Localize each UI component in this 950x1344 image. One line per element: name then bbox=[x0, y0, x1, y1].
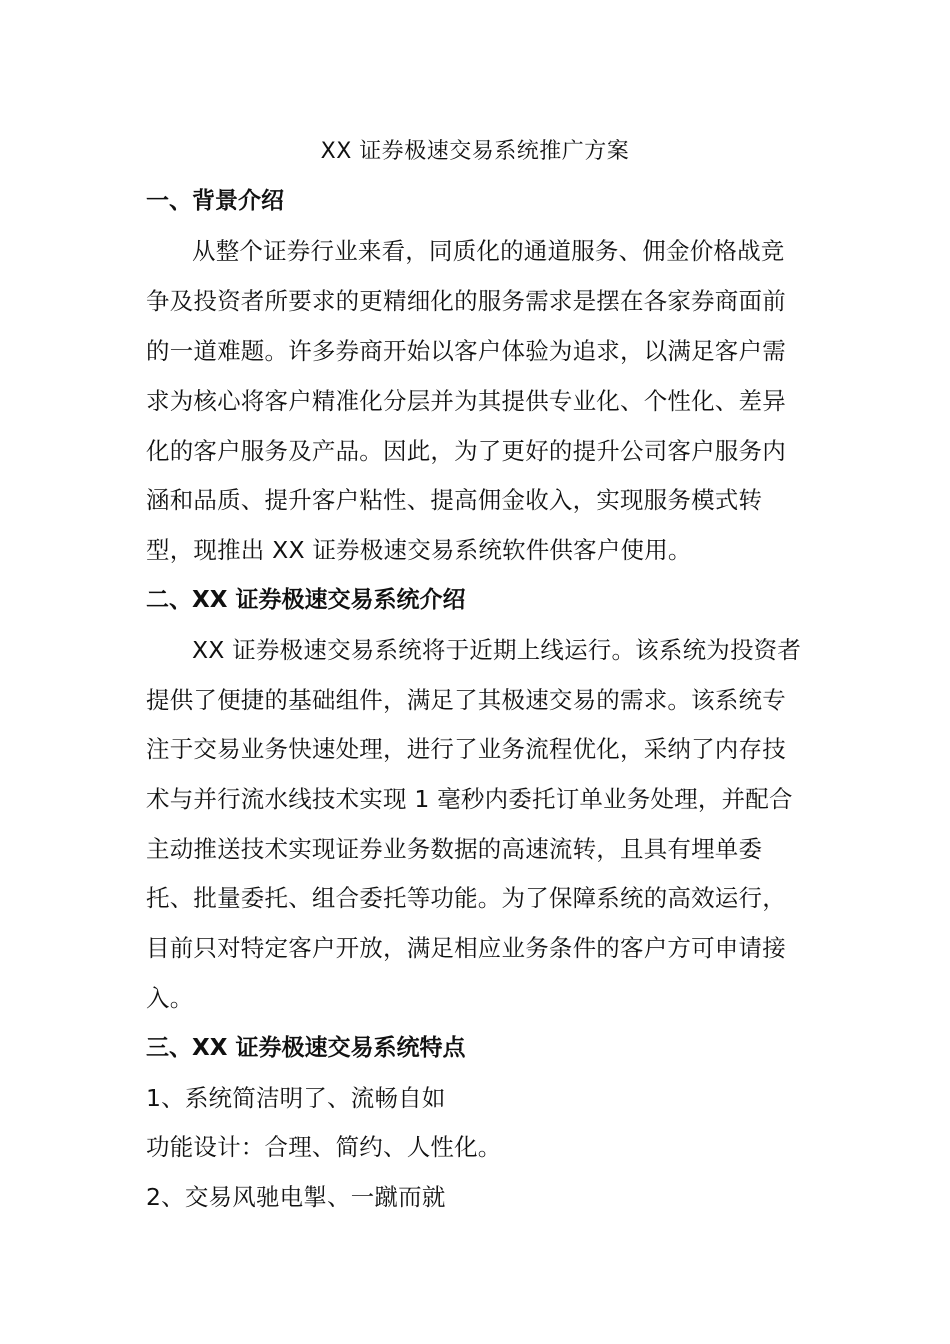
feature-item: 2、交易风驰电掣、一蹴而就 bbox=[146, 1183, 446, 1211]
paragraph-line: 术与并行流水线技术实现 1 毫秒内委托订单业务处理，并配合 bbox=[146, 785, 793, 813]
document-title: XX 证券极速交易系统推广方案 bbox=[320, 139, 630, 164]
paragraph-line: 争及投资者所要求的更精细化的服务需求是摆在各家券商面前 bbox=[146, 287, 786, 315]
paragraph-line: 托、批量委托、组合委托等功能。为了保障系统的高效运行， bbox=[146, 884, 786, 912]
section-heading-background: 一、背景介绍 bbox=[146, 188, 284, 214]
paragraph-line: XX 证券极速交易系统将于近期上线运行。该系统为投资者 bbox=[192, 636, 802, 664]
paragraph-line: 涵和品质、提升客户粘性、提高佣金收入，实现服务模式转 bbox=[146, 486, 763, 514]
section-heading-system-intro: 二、XX 证券极速交易系统介绍 bbox=[146, 587, 466, 613]
paragraph-line: 化的客户服务及产品。因此，为了更好的提升公司客户服务内 bbox=[146, 437, 786, 465]
paragraph-line: 的一道难题。许多券商开始以客户体验为追求，以满足客户需 bbox=[146, 337, 786, 365]
paragraph-line: 目前只对特定客户开放，满足相应业务条件的客户方可申请接 bbox=[146, 934, 786, 962]
feature-description: 功能设计：合理、简约、人性化。 bbox=[146, 1133, 502, 1161]
paragraph-line: 从整个证券行业来看，同质化的通道服务、佣金价格战竞 bbox=[192, 237, 785, 265]
feature-item: 1、系统简洁明了、流畅自如 bbox=[146, 1084, 446, 1112]
paragraph-line: 提供了便捷的基础组件，满足了其极速交易的需求。该系统专 bbox=[146, 686, 786, 714]
paragraph-line: 型，现推出 XX 证券极速交易系统软件供客户使用。 bbox=[146, 536, 692, 564]
paragraph-line: 主动推送技术实现证券业务数据的高速流转，且具有埋单委 bbox=[146, 835, 763, 863]
section-heading-features: 三、XX 证券极速交易系统特点 bbox=[146, 1035, 466, 1061]
paragraph-line: 入。 bbox=[146, 984, 194, 1012]
paragraph-line: 求为核心将客户精准化分层并为其提供专业化、个性化、差异 bbox=[146, 387, 786, 415]
paragraph-line: 注于交易业务快速处理，进行了业务流程优化，采纳了内存技 bbox=[146, 735, 786, 763]
